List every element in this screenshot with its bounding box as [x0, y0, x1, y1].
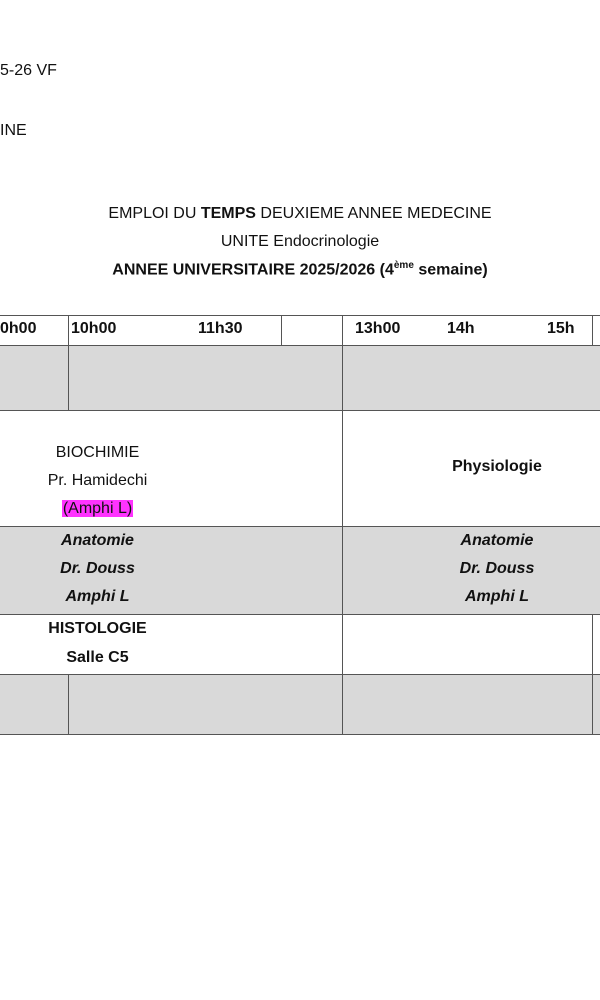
course-teacher: Dr. Douss [459, 560, 535, 577]
course-name: Physiologie [452, 458, 542, 475]
time-header: 15h [547, 320, 575, 337]
table-top-border [0, 315, 600, 316]
time-header: 10h00 [71, 320, 117, 337]
course-room [0, 495, 195, 523]
row-border [0, 410, 600, 411]
time-header: 13h00 [355, 320, 401, 337]
table-bottom-border [0, 734, 600, 735]
course-room: Amphi L [465, 588, 529, 605]
column-border [68, 674, 69, 735]
course-name: HISTOLOGIE [48, 620, 147, 637]
course-name: Anatomie [61, 532, 134, 549]
row-border [0, 674, 600, 675]
course-teacher: Pr. Hamidechi [47, 472, 148, 489]
course-room: Salle C5 [66, 649, 129, 666]
column-border [281, 315, 282, 346]
document-ref-fragment: 5-26 VF [0, 62, 57, 79]
column-border [342, 315, 343, 735]
course-name: BIOCHIMIE [55, 444, 140, 461]
column-border [592, 315, 593, 346]
time-header: 14h [447, 320, 475, 337]
unit-name: UNITE Endocrinologie [220, 233, 380, 250]
time-header: 0h00 [0, 320, 37, 337]
room-highlight: (Amphi L) [62, 500, 133, 517]
schedule-title: EMPLOI DU TEMPS DEUXIEME ANNEE MEDECINE [108, 205, 492, 222]
academic-year: ANNEE UNIVERSITAIRE 2025/2026 (4ème semaine) [112, 260, 488, 279]
document-title-fragment: INE [0, 122, 27, 139]
time-header: 11h30 [198, 320, 243, 337]
course-room: Amphi L [65, 588, 130, 605]
row-shade-1 [0, 346, 600, 410]
column-border [592, 614, 593, 735]
column-border [68, 315, 69, 411]
course-teacher: Dr. Douss [60, 560, 135, 577]
table-header-border [0, 345, 600, 346]
course-name: Anatomie [460, 532, 534, 549]
row-shade-5 [0, 675, 600, 735]
